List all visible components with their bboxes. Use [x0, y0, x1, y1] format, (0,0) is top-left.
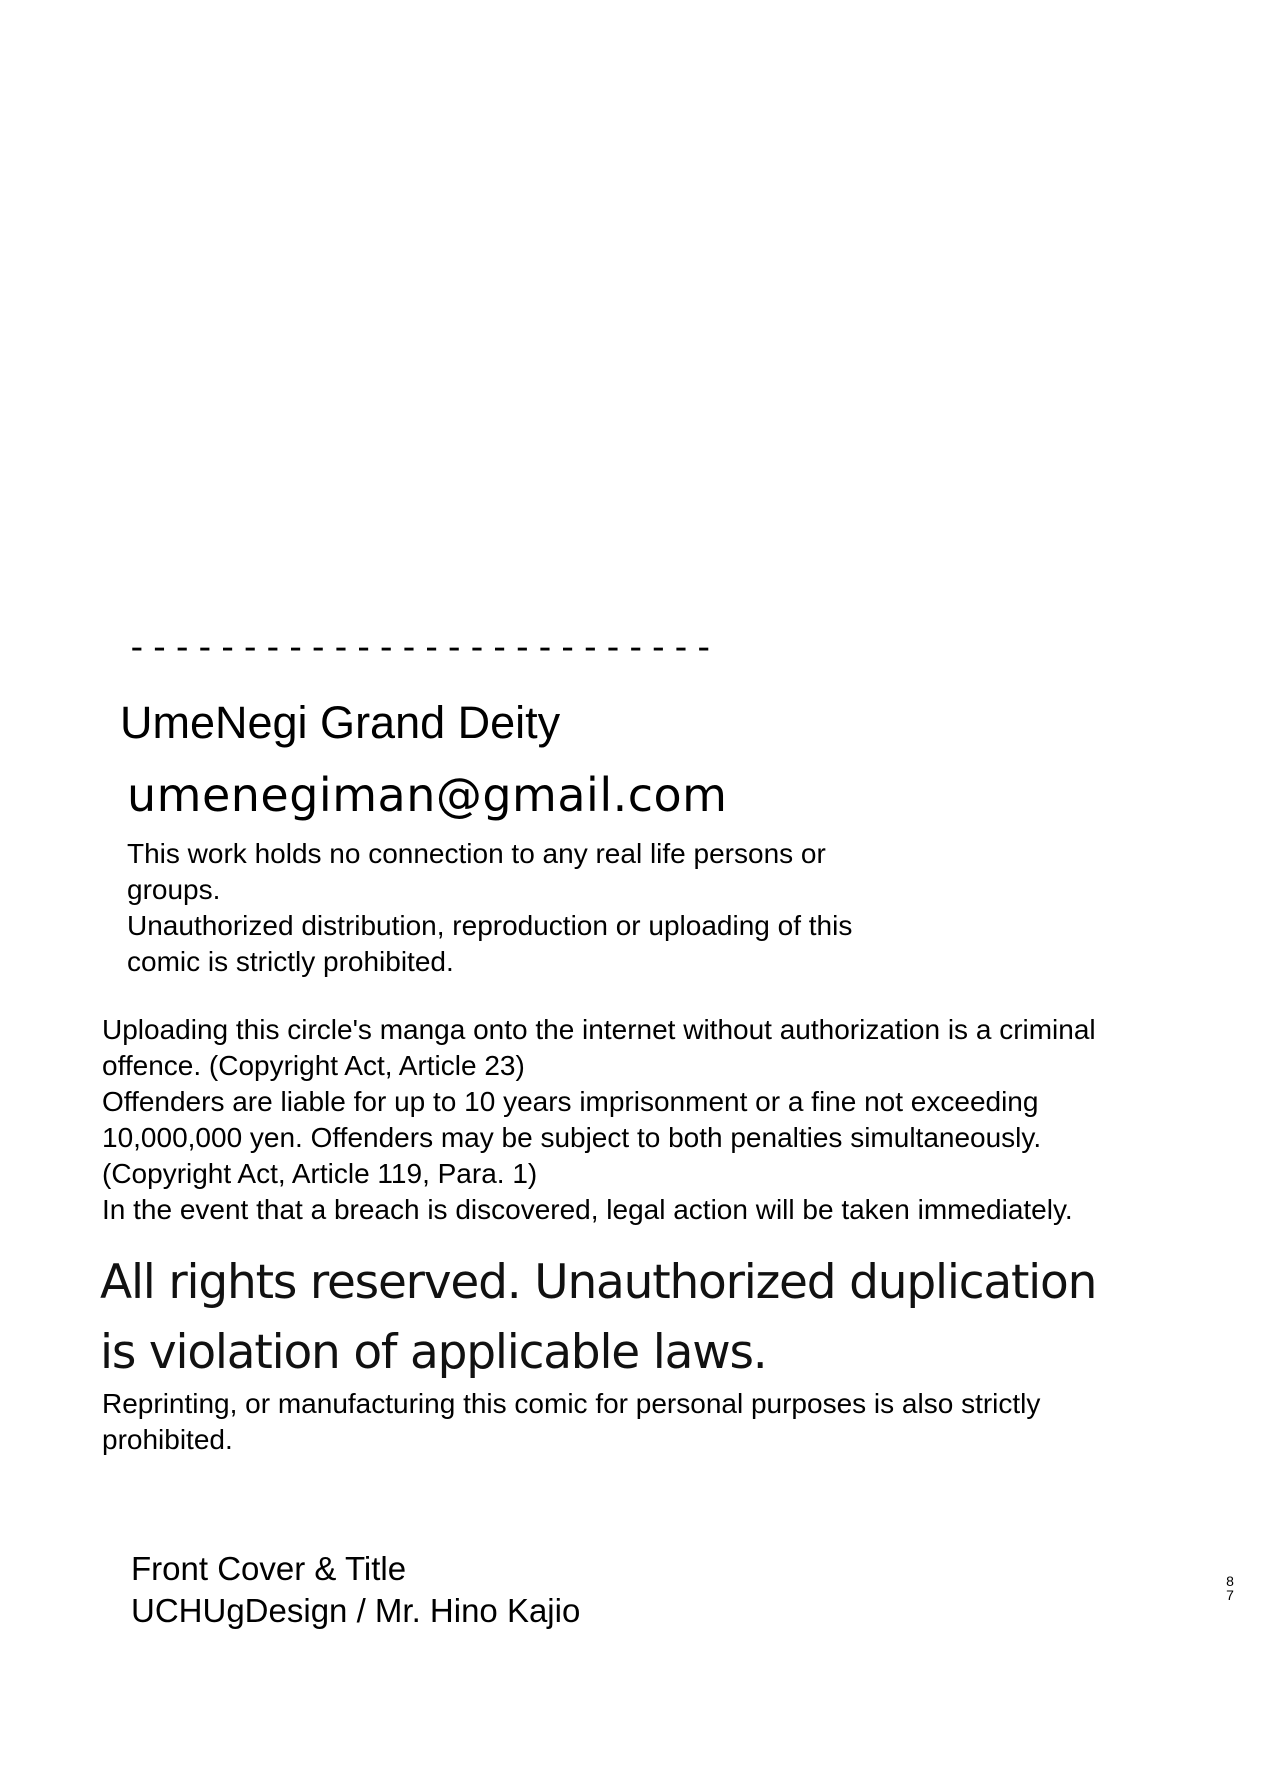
disclaimer-line: comic is strictly prohibited. [127, 946, 454, 977]
disclaimer-line: groups. [127, 874, 221, 905]
rights-reserved-notice [100, 1248, 1096, 1388]
credits [131, 1548, 580, 1632]
page-number [1224, 1574, 1236, 1602]
copyright-warning [102, 1012, 1096, 1228]
reprint-prohibition-line: prohibited. [102, 1424, 233, 1455]
copyright-warning-line: Uploading this circle's manga onto the internet without authorization is a criminal [102, 1014, 1096, 1045]
page-number-digit: 8 [1226, 1573, 1234, 1589]
disclaimer-notice [127, 836, 852, 980]
credit-designer: UCHUgDesign / Mr. Hino Kajio [131, 1592, 581, 1629]
disclaimer-line: Unauthorized distribution, reproduction or uploading of this [127, 910, 853, 941]
copyright-warning-line: 10,000,000 yen. Offenders may be subject to both penalties simultaneously. [102, 1122, 1042, 1153]
contact-email: umenegiman@gmail.com [127, 768, 728, 822]
copyright-warning-line: Offenders are liable for up to 10 years imprisonment or a fine not exceeding [102, 1086, 1039, 1117]
rights-reserved-line: is violation of applicable laws. [100, 1325, 767, 1380]
reprint-prohibition [102, 1386, 1040, 1458]
copyright-warning-line: offence. (Copyright Act, Article 23) [102, 1050, 525, 1081]
dashed-divider: -------------------------- [126, 627, 716, 668]
reprint-prohibition-line: Reprinting, or manufacturing this comic for personal purposes is also strictly [102, 1388, 1041, 1419]
page-number-digit: 7 [1226, 1587, 1234, 1603]
credit-role: Front Cover & Title [131, 1550, 407, 1587]
rights-reserved-line: All rights reserved. Unauthorized duplication [100, 1255, 1097, 1310]
copyright-warning-line: (Copyright Act, Article 119, Para. 1) [102, 1158, 538, 1189]
copyright-warning-line: In the event that a breach is discovered, legal action will be taken immediately. [102, 1194, 1073, 1225]
circle-name: UmeNegi Grand Deity [120, 697, 561, 748]
disclaimer-line: This work holds no connection to any real life persons or [127, 838, 826, 869]
